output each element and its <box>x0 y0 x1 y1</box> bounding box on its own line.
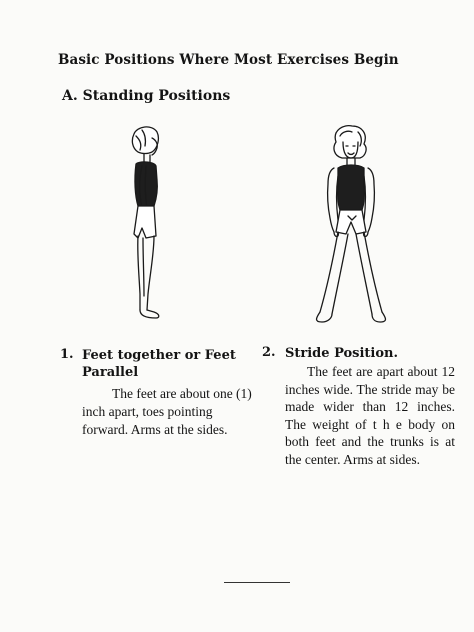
item-1-title: Feet together or Feet Parallel <box>82 348 236 380</box>
item-2-title: Stride Position. <box>285 346 399 361</box>
item-1-number: 1. <box>60 347 74 362</box>
item-2-body: The feet are apart about 12 inches wide. The stride may be made wider than 12 inches. The weight of t h e body on both feet and the trunks is at the center. Arms at sides. <box>285 364 455 467</box>
item-1-body: The feet are about one (1) inch apart, toes pointing forward. Arms at the sides. <box>82 386 252 437</box>
side-view-figure <box>112 124 182 324</box>
footer-rule <box>224 582 290 583</box>
page-title: Basic Positions Where Most Exercises Begin <box>58 52 399 68</box>
section-heading: A. Standing Positions <box>62 88 231 104</box>
item-2-number: 2. <box>262 345 276 360</box>
front-view-figure <box>300 124 400 332</box>
